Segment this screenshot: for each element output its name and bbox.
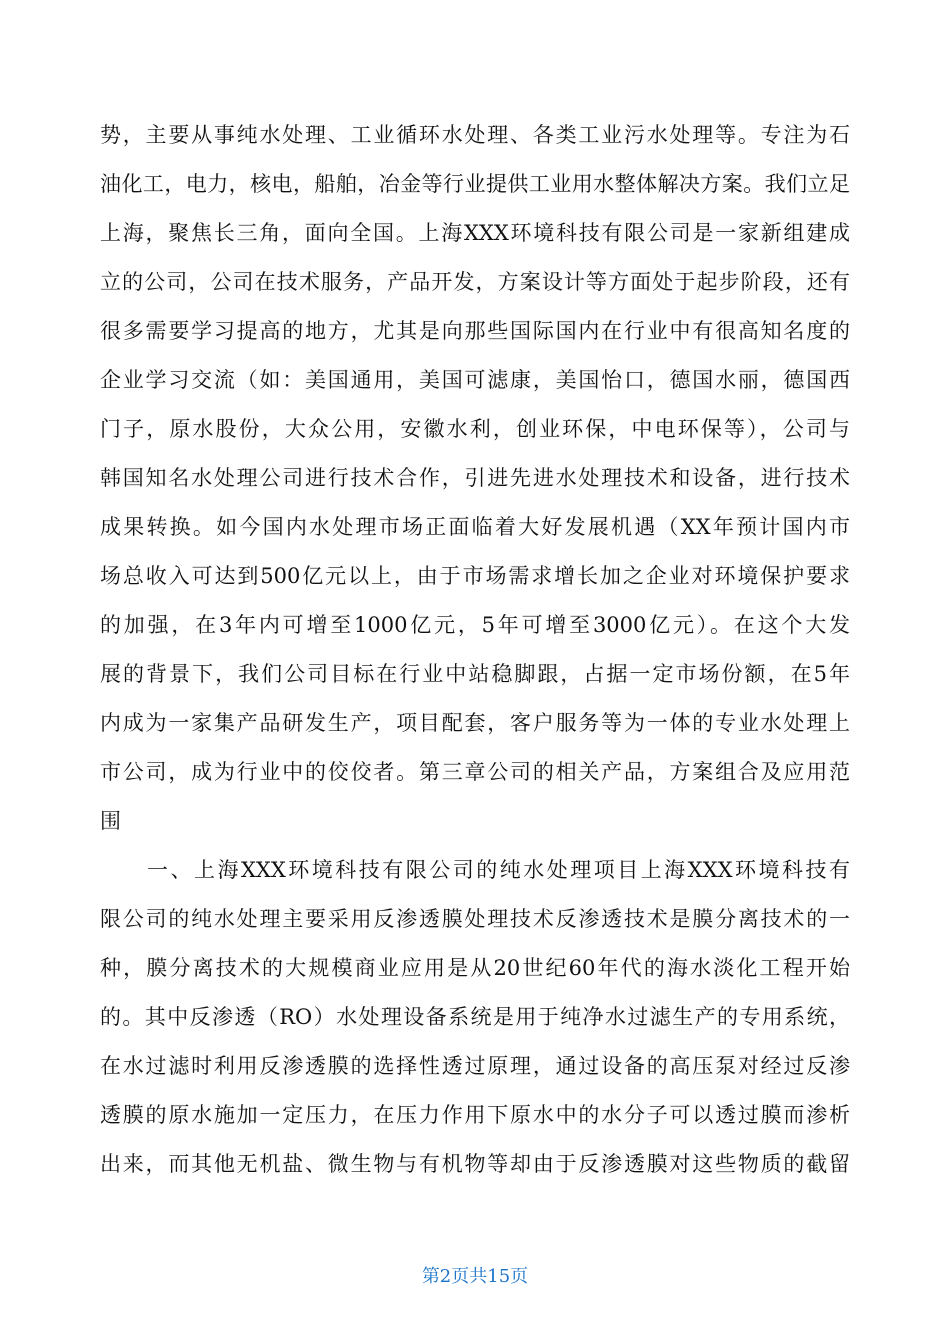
text-line: 立的公司，公司在技术服务，产品开发，方案设计等方面处于起步阶段，还有 [100, 270, 850, 294]
text-line: 韩国知名水处理公司进行技术合作，引进先进水处理技术和设备，进行技术 [100, 466, 850, 490]
text-line: 限公司的纯水处理主要采用反渗透膜处理技术反渗透技术是膜分离技术的一 [100, 907, 850, 931]
paragraph-start-line: 一、上海XXX环境科技有限公司的纯水处理项目上海XXX环境科技有 [100, 858, 850, 882]
page-number-footer: 第2页共15页 [421, 1266, 529, 1287]
text-line: 成果转换。如今国内水处理市场正面临着大好发展机遇（XX年预计国内市 [100, 515, 850, 539]
text-line: 场总收入可达到500亿元以上，由于市场需求增长加之企业对环境保护要求 [100, 564, 850, 588]
text-line: 透膜的原水施加一定压力，在压力作用下原水中的水分子可以透过膜而渗析 [100, 1103, 850, 1127]
text-line: 内成为一家集产品研发生产，项目配套，客户服务等为一体的专业水处理上 [100, 711, 850, 735]
text-line: 围 [100, 809, 121, 833]
document-body [100, 111, 850, 1189]
text-line: 油化工，电力，核电，船舶，冶金等行业提供工业用水整体解决方案。我们立足 [100, 172, 850, 196]
text-line: 上海，聚焦长三角，面向全国。上海XXX环境科技有限公司是一家新组建成 [100, 221, 850, 245]
text-line: 展的背景下，我们公司目标在行业中站稳脚跟，占据一定市场份额，在5年 [100, 662, 850, 686]
text-line: 很多需要学习提高的地方，尤其是向那些国际国内在行业中有很高知名度的 [100, 319, 850, 343]
text-line: 的加强，在3年内可增至1000亿元，5年可增至3000亿元）。在这个大发 [100, 613, 850, 637]
text-line: 门子，原水股份，大众公用，安徽水利，创业环保，中电环保等），公司与 [100, 417, 850, 441]
text-line: 在水过滤时利用反渗透膜的选择性透过原理，通过设备的高压泵对经过反渗 [100, 1054, 850, 1078]
text-line: 的。其中反渗透（RO）水处理设备系统是用于纯净水过滤生产的专用系统， [100, 1005, 850, 1029]
text-line: 种，膜分离技术的大规模商业应用是从20世纪60年代的海水淡化工程开始 [100, 956, 850, 980]
text-line: 势，主要从事纯水处理、工业循环水处理、各类工业污水处理等。专注为石 [100, 123, 850, 147]
text-line: 市公司，成为行业中的佼佼者。第三章公司的相关产品，方案组合及应用范 [100, 760, 850, 784]
text-line: 出来，而其他无机盐、微生物与有机物等却由于反渗透膜对这些物质的截留 [100, 1152, 850, 1176]
text-line: 企业学习交流（如：美国通用，美国可滤康，美国怡口，德国水丽，德国西 [100, 368, 850, 392]
